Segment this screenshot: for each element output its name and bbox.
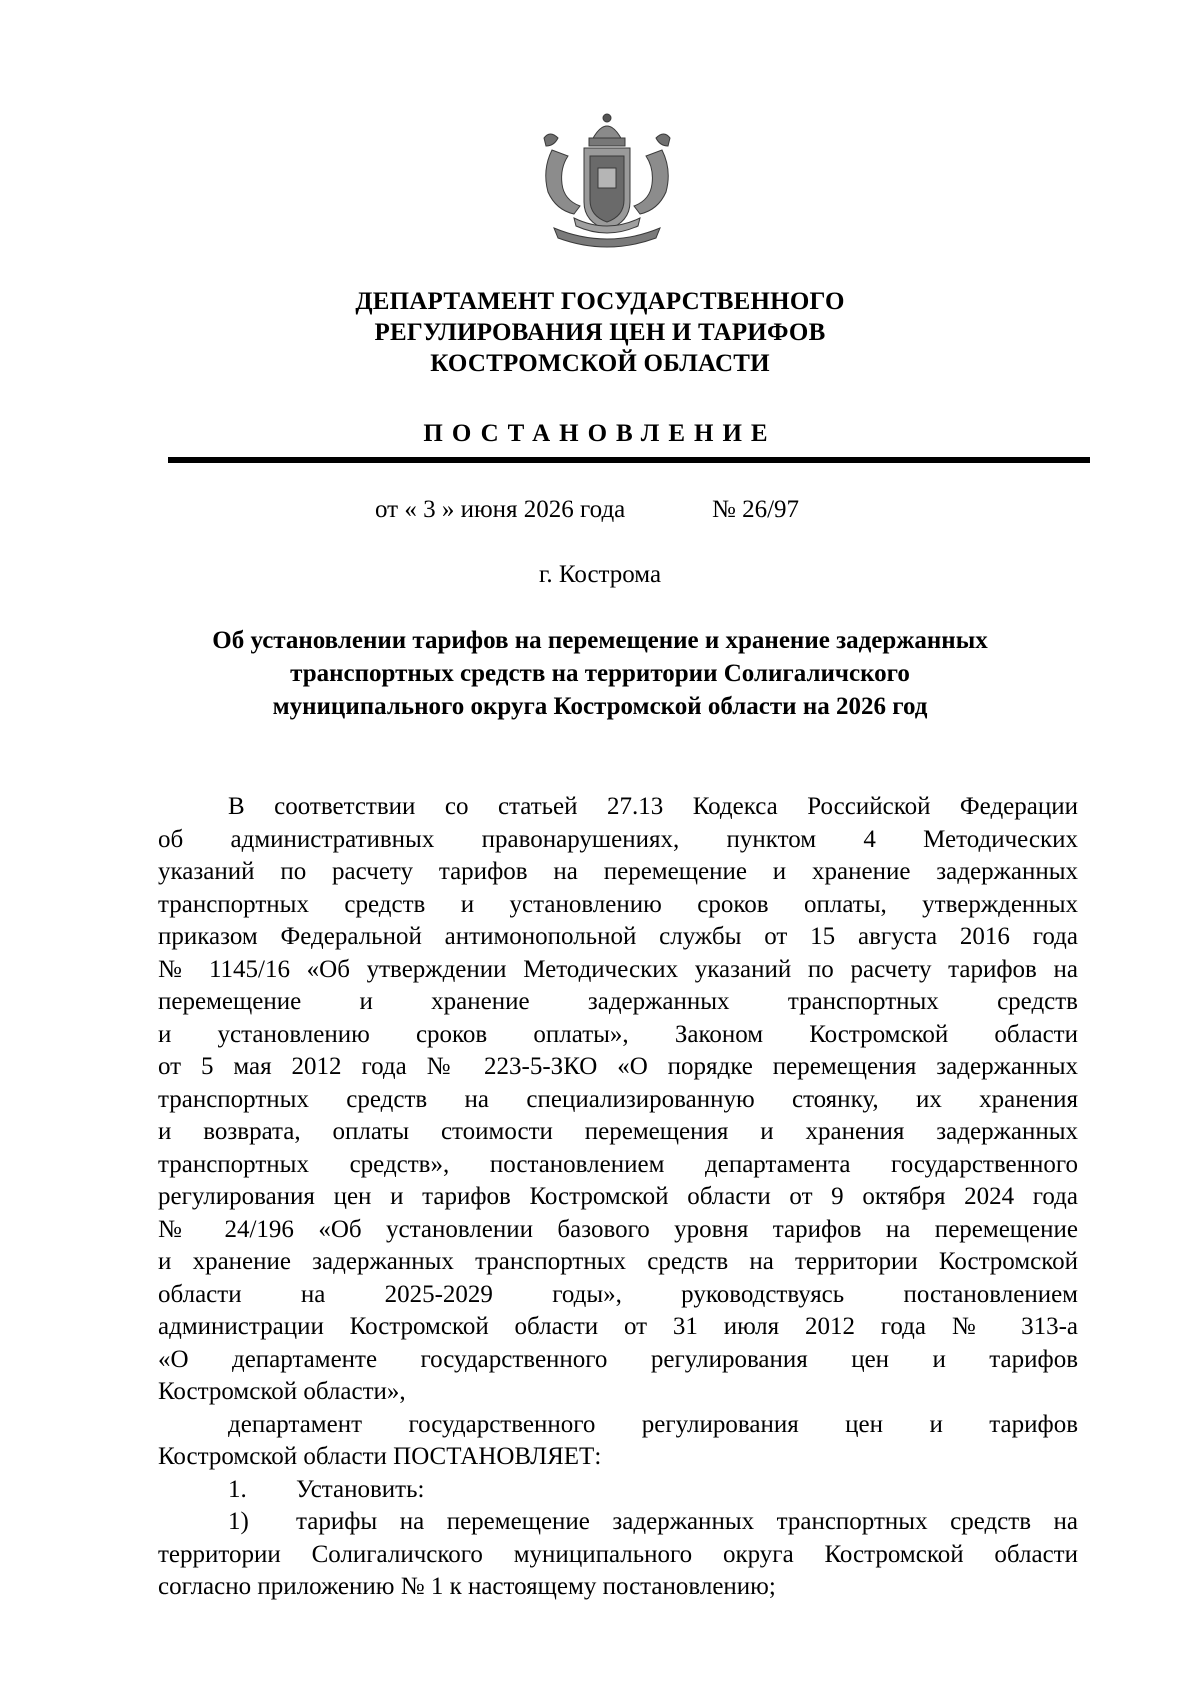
list-item-1-1-marker: 1) — [228, 1508, 249, 1535]
list-item-1-1-text: тарифы на перемещение задержанных транспортных средств на — [296, 1508, 1078, 1535]
document-title-line: Об установлении тарифов на перемещение и хранение задержанных — [212, 627, 988, 654]
list-item-1-marker: 1. — [228, 1475, 247, 1503]
department-name-line: РЕГУЛИРОВАНИЯ ЦЕН И ТАРИФОВ — [374, 319, 826, 346]
body-line: транспортных средств», постановлением департамента государственного — [158, 1150, 1078, 1178]
department-name — [0, 286, 1200, 379]
body-line: Костромской области», — [158, 1378, 406, 1405]
body-line: администрации Костромской области от 31 июля 2012 года № 313-а — [158, 1313, 1078, 1340]
body-line: транспортных средств на специализированную стоянку, их хранения — [158, 1085, 1078, 1113]
coat-of-arms-emblem — [534, 110, 680, 252]
document-body — [158, 791, 1078, 1604]
department-name-line: ДЕПАРТАМЕНТ ГОСУДАРСТВЕННОГО — [355, 288, 845, 315]
body-line: и установлению сроков оплаты», Законом Костромской области — [158, 1020, 1078, 1048]
header-divider — [168, 457, 1090, 463]
body-line: регулирования цен и тарифов Костромской области от 9 октября 2024 года — [158, 1183, 1078, 1210]
department-name-line: КОСТРОМСКОЙ ОБЛАСТИ — [430, 350, 770, 377]
body-line: № 24/196 «Об установлении базового уровня тарифов на перемещение — [158, 1215, 1078, 1243]
date-number-line — [0, 495, 1200, 525]
list-item-1-text: Установить: — [296, 1475, 425, 1503]
body-line: от 5 мая 2012 года № 223-5-ЗКО «О порядке перемещения задержанных — [158, 1053, 1078, 1080]
body-line: указаний по расчету тарифов на перемещение и хранение задержанных — [158, 858, 1078, 885]
body-line: территории Солигаличского муниципального округа Костромской области — [158, 1540, 1078, 1568]
list-item-1-1 — [158, 1506, 1078, 1539]
body-line: приказом Федеральной антимонопольной службы от 15 августа 2016 года — [158, 923, 1078, 950]
document-title-line: транспортных средств на территории Солигаличского — [290, 660, 910, 687]
body-line: и возврата, оплаты стоимости перемещения и хранения задержанных — [158, 1118, 1078, 1145]
list-item-1 — [158, 1474, 1078, 1507]
document-date: от « 3 » июня 2026 года — [375, 496, 626, 523]
document-number: № 26/97 — [712, 496, 800, 523]
body-line: и хранение задержанных транспортных средств на территории Костромской — [158, 1248, 1078, 1275]
document-type-heading: ПОСТАНОВЛЕНИЕ — [423, 420, 777, 447]
body-line: № 1145/16 «Об утверждении Методических указаний по расчету тарифов на — [158, 955, 1078, 983]
body-line: об административных правонарушениях, пунктом 4 Методических — [158, 825, 1078, 853]
body-line: транспортных средств и установлению сроков оплаты, утвержденных — [158, 890, 1078, 918]
body-line: департамент государственного регулирования цен и тарифов — [228, 1410, 1078, 1438]
body-line: «О департаменте государственного регулирования цен и тарифов — [158, 1345, 1078, 1373]
document-title — [0, 624, 1200, 723]
body-line: области на 2025-2029 годы», руководствуясь постановлением — [158, 1280, 1078, 1308]
document-title-line: муниципального округа Костромской области на 2026 год — [272, 693, 928, 720]
body-line: перемещение и хранение задержанных транспортных средств — [158, 988, 1078, 1015]
body-line: В соответствии со статьей 27.13 Кодекса Российской Федерации — [228, 793, 1078, 820]
document-city: г. Кострома — [538, 561, 662, 588]
body-line: Костромской области ПОСТАНОВЛЯЕТ: — [158, 1443, 602, 1470]
body-line: согласно приложению № 1 к настоящему постановлению; — [158, 1573, 776, 1600]
